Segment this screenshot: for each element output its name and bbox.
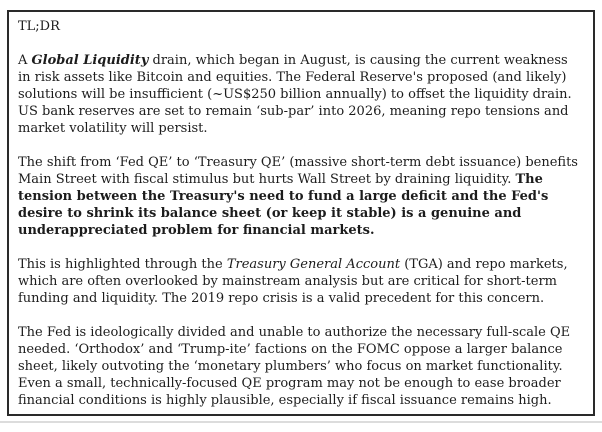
paragraph-segment: drain, which began in August, is causing the current weakness in risk assets like Bitcoin and equities. The Federal Reserve's proposed (and likely) solutions will be insufficient (~US$250 billion annually) to offset the liquidity drain. US bank reserves are set to remain ‘sub-par’ into 2026, meaning repo tensions and market volatility will persist.: [18, 53, 572, 136]
tldr-title: TL;DR: [18, 19, 60, 34]
paragraph-segment: Treasury General Account: [226, 257, 401, 272]
paragraph-segment: A: [18, 53, 32, 68]
summary-paragraph: [18, 256, 584, 307]
paragraph-segment: The tension between the Treasury's need to fund a large deficit and the Fed's desire to shrink its balance sheet (or keep it stable) is a genuine and underappreciated problem for financial markets.: [18, 172, 549, 238]
summary-paragraph: [18, 52, 584, 137]
summary-paragraphs: [18, 52, 584, 409]
paragraph-segment: (TGA) and repo markets, which are often overlooked by mainstream analysis but are critical for short-term funding and liquidity. The 2019 repo crisis is a valid precedent for this concern.: [18, 257, 568, 306]
summary-paragraph: [18, 154, 584, 239]
summary-paragraph: [18, 324, 584, 409]
paragraph-segment: The shift from ‘Fed QE’ to ‘Treasury QE’ (massive short-term debt issuance) benefits Main Street with fiscal stimulus but hurts Wall Street by draining liquidity.: [18, 155, 578, 187]
paragraph-segment: The Fed is ideologically divided and unable to authorize the necessary full-scale QE needed. ‘Orthodox’ and ‘Trump-ite’ factions on the FOMC oppose a larger balance sheet, likely outvoting the ‘monetary plumbers’ who focus on market functionality. Even a small, technically-focused QE program may not be enough to ease broader financial conditions is highly plausible, especially if fiscal issuance remains high.: [18, 325, 571, 408]
paragraph-segment: Global Liquidity: [31, 53, 149, 68]
paragraph-segment: This is highlighted through the: [18, 257, 227, 272]
bottom-divider: [0, 421, 602, 423]
tldr-summary-box: [7, 10, 595, 416]
